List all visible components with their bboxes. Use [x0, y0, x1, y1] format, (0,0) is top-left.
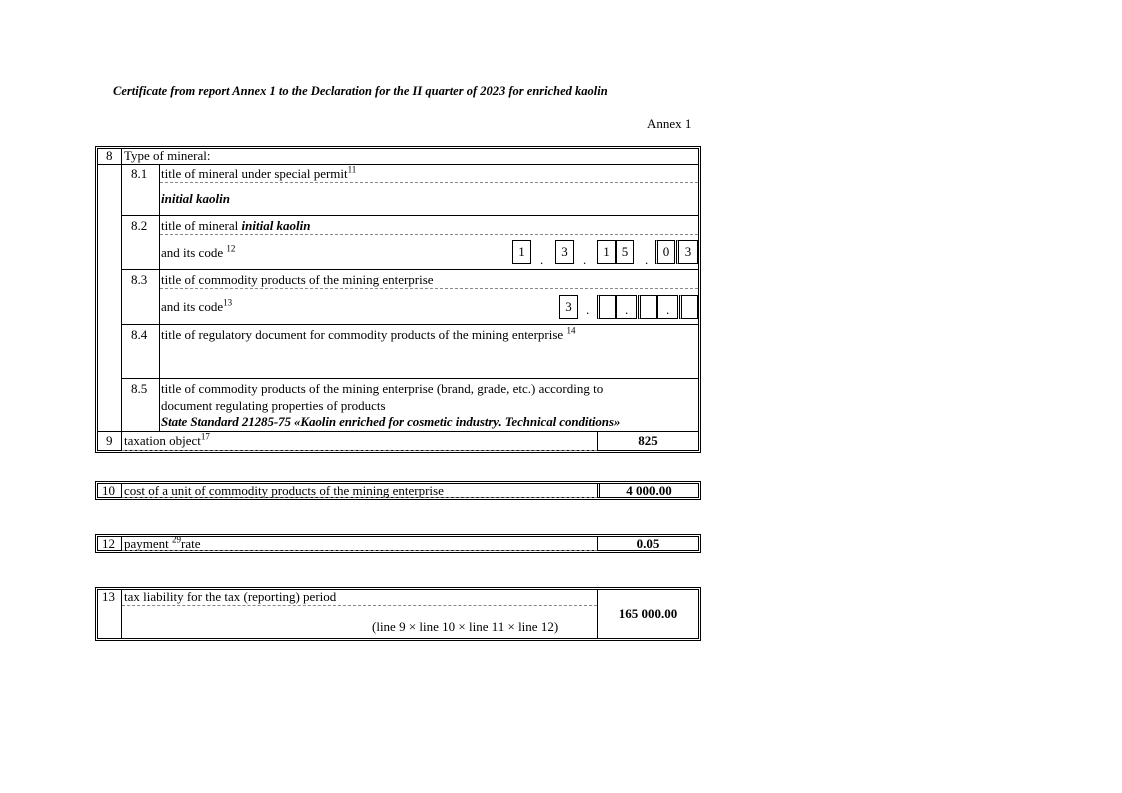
code-digit-box: 3 [559, 295, 578, 319]
page-title: Certificate from report Annex 1 to the Declaration for the II quarter of 2023 for enriched kaolin [113, 84, 608, 98]
divider [159, 164, 160, 432]
row-8-1-value: initial kaolin [161, 191, 230, 206]
code-separator: . [666, 302, 670, 317]
row-8-2-code-label: and its code $^{12}$ [161, 243, 236, 260]
code-digit-box: 5 [616, 240, 634, 264]
row-13-value: 165 000.00 [618, 606, 678, 621]
row-8-number: 8 [106, 148, 113, 163]
divider [160, 182, 698, 183]
row-13-formula: (line 9 × line 10 × line 11 × line 12) [372, 619, 559, 634]
row-12-number: 12 [102, 536, 115, 551]
code-digit-box: 1 [597, 240, 616, 264]
row-12-value: 0.05 [636, 536, 660, 551]
row-13-number: 13 [102, 589, 115, 604]
row-10-label: cost of a unit of commodity products of the mining enterprise [124, 483, 444, 498]
code-separator: . [540, 252, 544, 267]
row-8-1-label: title of mineral under special permit$^{11}$ [161, 164, 357, 181]
code-digit-box: 1 [512, 240, 531, 264]
code-digit-box [638, 295, 657, 319]
row-8-5-number: 8.5 [131, 381, 148, 396]
divider [122, 605, 597, 606]
row-8-5-value: State Standard 21285-75 «Kaolin enriched for cosmetic industry. Technical conditions» [161, 414, 621, 429]
row-8-2-label: title of mineral initial kaolin [161, 218, 311, 233]
divider [122, 215, 698, 216]
row-10-value: 4 000.00 [626, 483, 672, 498]
code-digit-box: 3 [676, 240, 698, 264]
code-separator: . [583, 252, 587, 267]
row-10-number: 10 [102, 483, 115, 498]
code-separator: . [625, 302, 629, 317]
row-9-value: 825 [638, 433, 658, 448]
divider [121, 536, 122, 551]
row-8-3-label: title of commodity products of the mining enterprise [161, 272, 434, 287]
code-separator: . [586, 302, 590, 317]
row-8-label: Type of mineral: [124, 148, 211, 163]
row-8-4-number: 8.4 [131, 327, 148, 342]
row-8-4-label: title of regulatory document for commodity products of the mining enterprise $^{14}$ [161, 325, 576, 342]
row-9-number: 9 [106, 433, 113, 448]
divider [122, 324, 698, 325]
divider [122, 378, 698, 379]
divider [98, 431, 698, 432]
row-8-1-number: 8.1 [131, 166, 148, 181]
row-8-5-label-line1: title of commodity products of the mining enterprise (brand, grade, etc.) according to [161, 381, 604, 396]
divider [121, 148, 122, 451]
divider [160, 234, 698, 235]
code-separator: . [645, 252, 649, 267]
divider [98, 164, 698, 165]
annex-label: Annex 1 [647, 116, 692, 131]
row-8-5-label-line2: document regulating properties of products [161, 398, 386, 413]
divider [122, 269, 698, 270]
row-9-label: taxation object$^{17}$ [124, 431, 210, 448]
code-digit-box: 3 [555, 240, 574, 264]
divider [160, 288, 698, 289]
row-8-3-code-label: and its code$^{13}$ [161, 297, 233, 314]
divider [121, 589, 122, 639]
code-digit-box: 0 [655, 240, 675, 264]
row-8-3-number: 8.3 [131, 272, 148, 287]
row-8-2-number: 8.2 [131, 218, 148, 233]
divider [122, 450, 597, 451]
divider [122, 550, 597, 551]
code-digit-box [597, 295, 616, 319]
divider [122, 497, 597, 498]
code-digit-box [679, 295, 698, 319]
divider [121, 483, 122, 498]
row-12-label: payment $^{29}$rate [124, 534, 201, 551]
row-13-label: tax liability for the tax (reporting) period [124, 589, 337, 604]
